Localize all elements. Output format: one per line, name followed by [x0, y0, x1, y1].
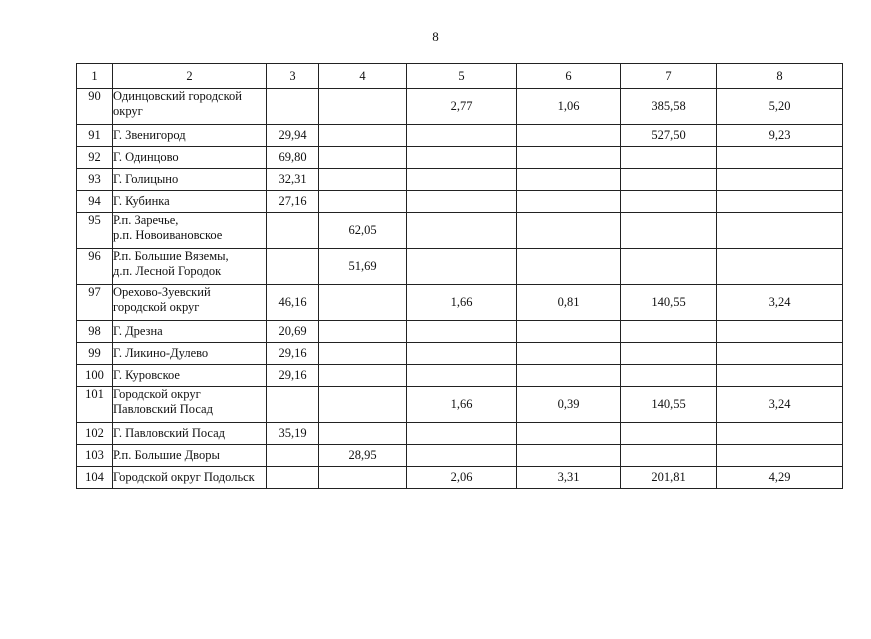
table-row	[77, 321, 843, 343]
value-cell-6	[517, 213, 621, 249]
value-cell-6	[517, 191, 621, 213]
territory-name-line: Г. Ликино-Дулево	[113, 346, 209, 360]
value-cell-4	[319, 285, 407, 321]
value-cell-8: 9,23	[717, 125, 843, 147]
value-cell-8: 3,24	[717, 387, 843, 423]
value-cell-3: 29,94	[267, 125, 319, 147]
table-row	[77, 445, 843, 467]
territory-name-cell	[113, 343, 267, 365]
row-number-cell: 100	[77, 365, 113, 387]
value-cell-8	[717, 343, 843, 365]
value-cell-8	[717, 169, 843, 191]
table-row	[77, 285, 843, 321]
territory-name-cell	[113, 169, 267, 191]
value-cell-7: 201,81	[621, 467, 717, 489]
value-cell-4	[319, 125, 407, 147]
territory-name-cell	[113, 249, 267, 285]
value-cell-5	[407, 365, 517, 387]
value-cell-4	[319, 169, 407, 191]
row-number-cell: 92	[77, 147, 113, 169]
value-cell-6	[517, 169, 621, 191]
value-cell-8	[717, 213, 843, 249]
row-number-cell: 103	[77, 445, 113, 467]
value-cell-7: 140,55	[621, 285, 717, 321]
value-cell-5	[407, 191, 517, 213]
value-cell-4	[319, 147, 407, 169]
territory-name-cell	[113, 147, 267, 169]
value-cell-7	[621, 191, 717, 213]
value-cell-7: 385,58	[621, 89, 717, 125]
territory-name-line: Г. Кубинка	[113, 194, 170, 208]
value-cell-3: 35,19	[267, 423, 319, 445]
territory-name-cell	[113, 321, 267, 343]
territory-name-cell	[113, 445, 267, 467]
table-row	[77, 423, 843, 445]
column-header-3: 3	[267, 64, 319, 89]
value-cell-5	[407, 445, 517, 467]
territory-name-line: Орехово-Зуевский	[113, 285, 211, 299]
value-cell-4	[319, 467, 407, 489]
row-number-cell: 93	[77, 169, 113, 191]
value-cell-4: 62,05	[319, 213, 407, 249]
territory-name-cell	[113, 467, 267, 489]
value-cell-7	[621, 249, 717, 285]
value-cell-8	[717, 365, 843, 387]
territory-name-line: Г. Одинцово	[113, 150, 179, 164]
table-header-row	[77, 64, 843, 89]
table-row	[77, 365, 843, 387]
row-number-cell: 97	[77, 285, 113, 321]
territory-name-line: Городской округ Подольск	[113, 470, 255, 484]
row-number-cell: 94	[77, 191, 113, 213]
value-cell-3: 27,16	[267, 191, 319, 213]
territory-name-line: д.п. Лесной Городок	[113, 264, 222, 278]
data-table	[76, 63, 843, 489]
value-cell-5: 1,66	[407, 285, 517, 321]
table-row	[77, 213, 843, 249]
value-cell-5	[407, 321, 517, 343]
value-cell-4	[319, 321, 407, 343]
row-number-cell: 98	[77, 321, 113, 343]
territory-name-line: Р.п. Большие Вяземы,	[113, 249, 229, 263]
territory-name-line: округ	[113, 104, 143, 118]
value-cell-6	[517, 147, 621, 169]
row-number-cell: 96	[77, 249, 113, 285]
value-cell-7	[621, 445, 717, 467]
value-cell-3: 46,16	[267, 285, 319, 321]
table-row	[77, 89, 843, 125]
page-number: 8	[432, 29, 439, 44]
value-cell-3	[267, 213, 319, 249]
table-row	[77, 343, 843, 365]
row-number-cell: 91	[77, 125, 113, 147]
territory-name-cell	[113, 285, 267, 321]
territory-name-line: Городской округ	[113, 387, 201, 401]
value-cell-3: 20,69	[267, 321, 319, 343]
value-cell-4	[319, 387, 407, 423]
value-cell-5	[407, 147, 517, 169]
value-cell-7	[621, 169, 717, 191]
value-cell-3: 29,16	[267, 343, 319, 365]
value-cell-5: 2,06	[407, 467, 517, 489]
column-header-8: 8	[717, 64, 843, 89]
value-cell-6: 1,06	[517, 89, 621, 125]
territory-name-line: Г. Звенигород	[113, 128, 186, 142]
value-cell-4	[319, 365, 407, 387]
value-cell-7	[621, 343, 717, 365]
value-cell-4: 28,95	[319, 445, 407, 467]
territory-name-line: р.п. Новоивановское	[113, 228, 223, 242]
territory-name-cell	[113, 387, 267, 423]
value-cell-5	[407, 343, 517, 365]
value-cell-5	[407, 249, 517, 285]
value-cell-6	[517, 423, 621, 445]
table-row	[77, 125, 843, 147]
value-cell-8: 3,24	[717, 285, 843, 321]
row-number-cell: 99	[77, 343, 113, 365]
value-cell-6	[517, 445, 621, 467]
value-cell-8	[717, 147, 843, 169]
value-cell-4	[319, 89, 407, 125]
value-cell-4	[319, 343, 407, 365]
value-cell-6: 3,31	[517, 467, 621, 489]
row-number-cell: 102	[77, 423, 113, 445]
value-cell-4	[319, 423, 407, 445]
value-cell-5	[407, 423, 517, 445]
table-row	[77, 249, 843, 285]
table-row	[77, 467, 843, 489]
table-row	[77, 169, 843, 191]
territory-name-line: Г. Голицыно	[113, 172, 179, 186]
territory-name-line: Г. Дрезна	[113, 324, 163, 338]
value-cell-3	[267, 387, 319, 423]
column-header-1: 1	[77, 64, 113, 89]
value-cell-5	[407, 213, 517, 249]
value-cell-3: 32,31	[267, 169, 319, 191]
territory-name-line: Г. Павловский Посад	[113, 426, 226, 440]
territory-name-line: городской округ	[113, 300, 200, 314]
column-header-5: 5	[407, 64, 517, 89]
value-cell-6	[517, 125, 621, 147]
value-cell-8	[717, 321, 843, 343]
row-number-cell: 101	[77, 387, 113, 423]
value-cell-5	[407, 169, 517, 191]
column-header-4: 4	[319, 64, 407, 89]
table-body	[77, 89, 843, 489]
value-cell-3	[267, 89, 319, 125]
column-header-2: 2	[113, 64, 267, 89]
value-cell-6: 0,81	[517, 285, 621, 321]
row-number-cell: 90	[77, 89, 113, 125]
table-row	[77, 191, 843, 213]
territory-name-line: Павловский Посад	[113, 402, 213, 416]
table-row	[77, 147, 843, 169]
value-cell-5	[407, 125, 517, 147]
territory-name-line: Одинцовский городской	[113, 89, 242, 103]
value-cell-3	[267, 445, 319, 467]
value-cell-7	[621, 321, 717, 343]
territory-name-cell	[113, 423, 267, 445]
value-cell-8: 5,20	[717, 89, 843, 125]
row-number-cell: 95	[77, 213, 113, 249]
value-cell-8	[717, 191, 843, 213]
value-cell-3: 29,16	[267, 365, 319, 387]
territory-name-cell	[113, 213, 267, 249]
value-cell-7	[621, 365, 717, 387]
value-cell-6: 0,39	[517, 387, 621, 423]
territory-name-line: Р.п. Заречье,	[113, 213, 179, 227]
value-cell-4	[319, 191, 407, 213]
column-header-7: 7	[621, 64, 717, 89]
territory-name-cell	[113, 191, 267, 213]
value-cell-6	[517, 321, 621, 343]
value-cell-7: 527,50	[621, 125, 717, 147]
value-cell-7	[621, 147, 717, 169]
value-cell-8	[717, 445, 843, 467]
value-cell-6	[517, 343, 621, 365]
territory-name-cell	[113, 89, 267, 125]
row-number-cell: 104	[77, 467, 113, 489]
value-cell-7	[621, 423, 717, 445]
territory-name-cell	[113, 125, 267, 147]
territory-name-line: Р.п. Большие Дворы	[113, 448, 220, 462]
column-header-6: 6	[517, 64, 621, 89]
value-cell-4: 51,69	[319, 249, 407, 285]
territory-name-cell	[113, 365, 267, 387]
value-cell-3	[267, 467, 319, 489]
value-cell-7: 140,55	[621, 387, 717, 423]
value-cell-3: 69,80	[267, 147, 319, 169]
value-cell-8: 4,29	[717, 467, 843, 489]
table-row	[77, 387, 843, 423]
value-cell-7	[621, 213, 717, 249]
value-cell-6	[517, 249, 621, 285]
value-cell-5: 2,77	[407, 89, 517, 125]
value-cell-3	[267, 249, 319, 285]
value-cell-8	[717, 249, 843, 285]
value-cell-6	[517, 365, 621, 387]
value-cell-8	[717, 423, 843, 445]
value-cell-5: 1,66	[407, 387, 517, 423]
territory-name-line: Г. Куровское	[113, 368, 180, 382]
